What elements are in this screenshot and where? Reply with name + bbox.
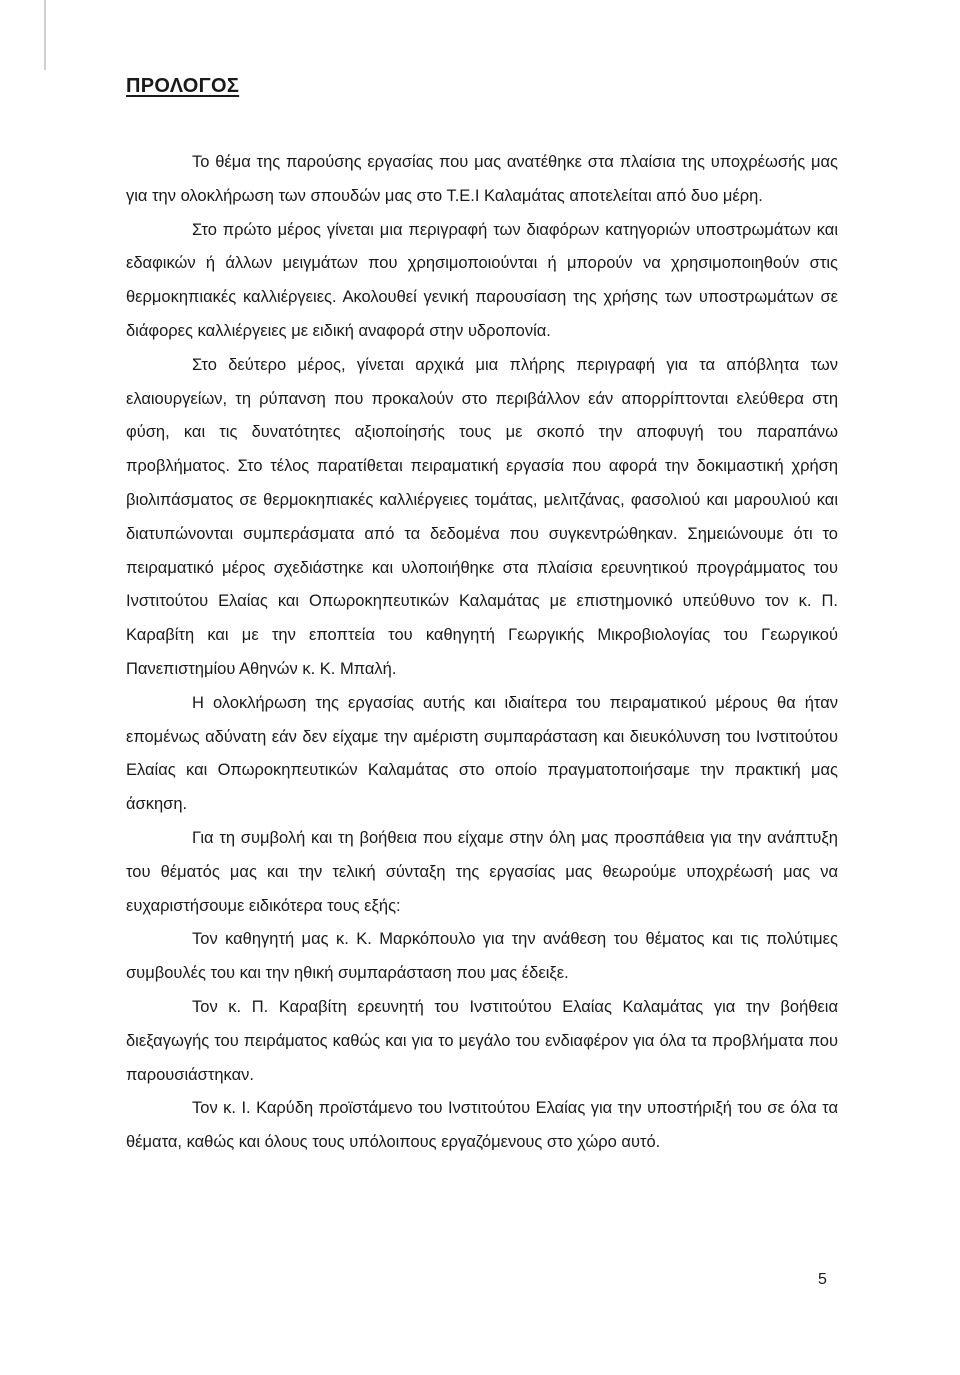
document-body xyxy=(126,146,838,1160)
page-heading: ΠΡΟΛΟΓΟΣ xyxy=(126,75,240,97)
paragraph-thanks-markopoulos: Τον καθηγητή μας κ. Κ. Μαρκόπουλο για την ανάθεση του θέματος και τις πολύτιμες συμβουλές του και την ηθική συμπαράσταση που μας έδειξε. xyxy=(126,930,838,983)
page-number: 5 xyxy=(818,1271,827,1288)
paragraph-completion: Η ολοκλήρωση της εργασίας αυτής και ιδιαίτερα του πειραματικού μέρους θα ήταν επομένως αδύνατη εάν δεν είχαμε την αμέριστη συμπαράσταση και διευκόλυνση του Ινστιτούτου Ελαίας και Οπωροκηπευτικών Καλαμάτας στο οποίο πραγματοποιήσαμε την πρακτική μας άσκηση. xyxy=(126,693,838,814)
paragraph-thanks-karavitis: Τον κ. Π. Καραβίτη ερευνητή του Ινστιτούτου Ελαίας Καλαμάτας για την βοήθεια διεξαγωγής του πειράματος καθώς και για το μεγάλο του ενδιαφέρον για όλα τα προβλήματα που παρουσιάστηκαν. xyxy=(126,997,838,1084)
paragraph-intro: Το θέμα της παρούσης εργασίας που μας ανατέθηκε στα πλαίσια της υποχρέωσής μας για την ολοκλήρωση των σπουδών μας στο Τ.Ε.Ι Καλαμάτας αποτελείται από δυο μέρη. xyxy=(126,153,838,205)
paragraph-thanks-karydis: Τον κ. Ι. Καρύδη προϊστάμενο του Ινστιτούτου Ελαίας για την υποστήριξή του σε όλα τα θέματα, καθώς και όλους τους υπόλοιπους εργαζόμενους στο χώρο αυτό. xyxy=(126,1099,838,1152)
scan-edge-mark xyxy=(44,0,46,70)
paragraph-part-one: Στο πρώτο μέρος γίνεται μια περιγραφή των διαφόρων κατηγοριών υποστρωμάτων και εδαφικών ή άλλων μειγμάτων που χρησιμοποιούνται ή μπορούν να χρησιμοποιηθούν στις θερμοκηπιακές καλλιέργειες. Ακολουθεί γενική παρουσίαση της χρήσης των υποστρωμάτων σε διάφορες καλλιέργειες με ειδική αναφορά στην υδροπονία. xyxy=(126,220,838,340)
paragraph-part-two: Στο δεύτερο μέρος, γίνεται αρχικά μια πλήρης περιγραφή για τα απόβλητα των ελαιουργείων, τη ρύπανση που προκαλούν στο περιβάλλον εάν απορρίπτονται ελεύθερα στη φύση, και τις δυνατότητες αξιοποίησής τους με σκοπό την αποφυγή του παραπάνω προβλήματος. Στο τέλος παρατίθεται πειραματική εργασία που αφορά την δοκιμαστική χρήση βιολιπάσματος σε θερμοκηπιακές καλλιέργειες τομάτας, μελιτζάνας, φασολιού και μαρουλιού και διατυπώνονται συμπεράσματα από τα δεδομένα που συγκεντρώθηκαν. Σημειώνουμε ότι το πειραματικό μέρος σχεδιάστηκε και υλοποιήθηκε στα πλαίσια ερευνητικού προγράμματος του Ινστιτούτου Ελαίας και Οπωροκηπευτικών Καλαμάτας με επιστημονικό υπεύθυνο τον κ. Π. Καραβίτη και με την εποπτεία του καθηγητή Γεωργικής Μικροβιολογίας του Γεωργικού Πανεπιστημίου Αθηνών κ. Κ. Μπαλή. xyxy=(126,355,838,678)
paragraph-acknowledgements: Για τη συμβολή και τη βοήθεια που είχαμε στην όλη μας προσπάθεια για την ανάπτυξη του θέματός μας και την τελική σύνταξη της εργασίας μας θεωρούμε υποχρέωσή μας να ευχαριστήσουμε ειδικότερα τους εξής: xyxy=(126,828,838,915)
